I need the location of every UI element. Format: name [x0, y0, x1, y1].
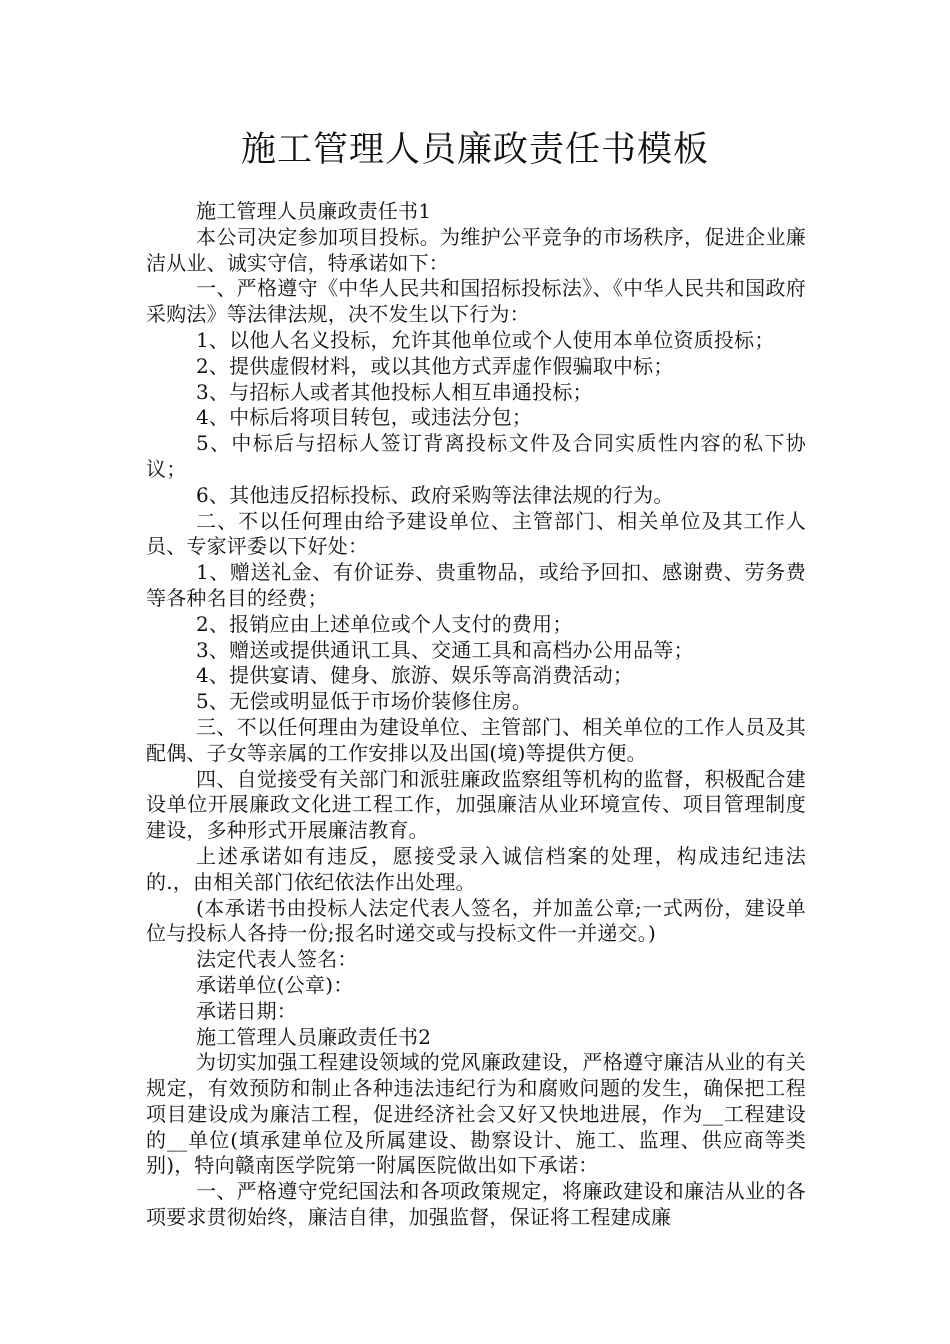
commitment-date-field: 承诺日期： — [196, 998, 297, 1023]
legal-rep-signature-field: 法定代表人签名： — [196, 947, 358, 972]
clause-one-item-4: 4、中标后将项目转包，或违法分包； — [196, 405, 533, 430]
clause-two-item-3: 3、赠送或提供通讯工具、交通工具和高档办公用品等； — [196, 637, 694, 662]
signing-note: (本承诺书由投标人法定代表人签名，并加盖公章;一式两份，建设单位与投标人各持一份;报名时递交或与投标文件一并递交。) — [146, 895, 806, 946]
clause-one-item-3: 3、与招标人或者其他投标人相互串通投标； — [196, 379, 593, 404]
violation-statement: 上述承诺如有违反，愿接受录入诚信档案的处理，构成违纪违法的.，由相关部门依纪依法作出处理。 — [146, 843, 806, 894]
clause-one-2: 一、严格遵守党纪国法和各项政策规定，将廉政建设和廉洁从业的各项要求贯彻始终，廉洁自律，加强监督，保证将工程建成廉 — [146, 1179, 806, 1230]
clause-one-item-6: 6、其他违反招标投标、政府采购等法律法规的行为。 — [196, 482, 674, 507]
section-heading-2: 施工管理人员廉政责任书2 — [196, 1024, 432, 1049]
section-heading-1: 施工管理人员廉政责任书1 — [196, 199, 432, 223]
clause-one-item-2: 2、提供虚假材料，或以其他方式弄虚作假骗取中标； — [196, 353, 674, 378]
paragraph-intro: 本公司决定参加项目投标。为维护公平竞争的市场秩序，促进企业廉洁从业、诚实守信，特承诺如下： — [146, 224, 806, 275]
clause-four: 四、自觉接受有关部门和派驻廉政监察组等机构的监督，积极配合建设单位开展廉政文化进工程工作，加强廉洁从业环境宣传、项目管理制度建设，多种形式开展廉洁教育。 — [146, 766, 806, 843]
document-title: 施工管理人员廉政责任书模板 — [240, 130, 709, 170]
clause-three: 三、不以任何理由为建设单位、主管部门、相关单位的工作人员及其配偶、子女等亲属的工作安排以及出国(境)等提供方便。 — [146, 714, 806, 765]
clause-two: 二、不以任何理由给予建设单位、主管部门、相关单位及其工作人员、专家评委以下好处： — [146, 508, 806, 559]
clause-one: 一、严格遵守《中华人民共和国招标投标法》、《中华人民共和国政府采购法》等法律法规，决不发生以下行为： — [146, 276, 806, 327]
clause-one-item-5: 5、中标后与招标人签订背离投标文件及合同实质性内容的私下协议； — [146, 431, 806, 481]
clause-two-item-5: 5、无偿或明显低于市场价装修住房。 — [196, 689, 533, 714]
clause-two-item-4: 4、提供宴请、健身、旅游、娱乐等高消费活动； — [196, 663, 634, 688]
document-body — [146, 199, 806, 1231]
paragraph-intro-2: 为切实加强工程建设领域的党风廉政建设，严格遵守廉洁从业的有关规定，有效预防和制止各种违法违纪行为和腐败问题的发生，确保把工程项目建设成为廉洁工程，促进经济社会又好又快地进展，作为__工程建设的__单位(填承建单位及所属建设、勘察设计、施工、监理、供应商等类别)，特向赣南医学院第一附属医院做出如下承诺： — [146, 1050, 806, 1178]
clause-two-item-2: 2、报销应由上述单位或个人支付的费用； — [196, 611, 573, 636]
clause-two-item-1: 1、赠送礼金、有价证券、贵重物品，或给予回扣、感谢费、劳务费等各种名目的经费； — [146, 560, 806, 610]
clause-one-item-1: 1、以他人名义投标，允许其他单位或个人使用本单位资质投标； — [196, 327, 775, 352]
company-seal-field: 承诺单位(公章)： — [196, 972, 354, 997]
